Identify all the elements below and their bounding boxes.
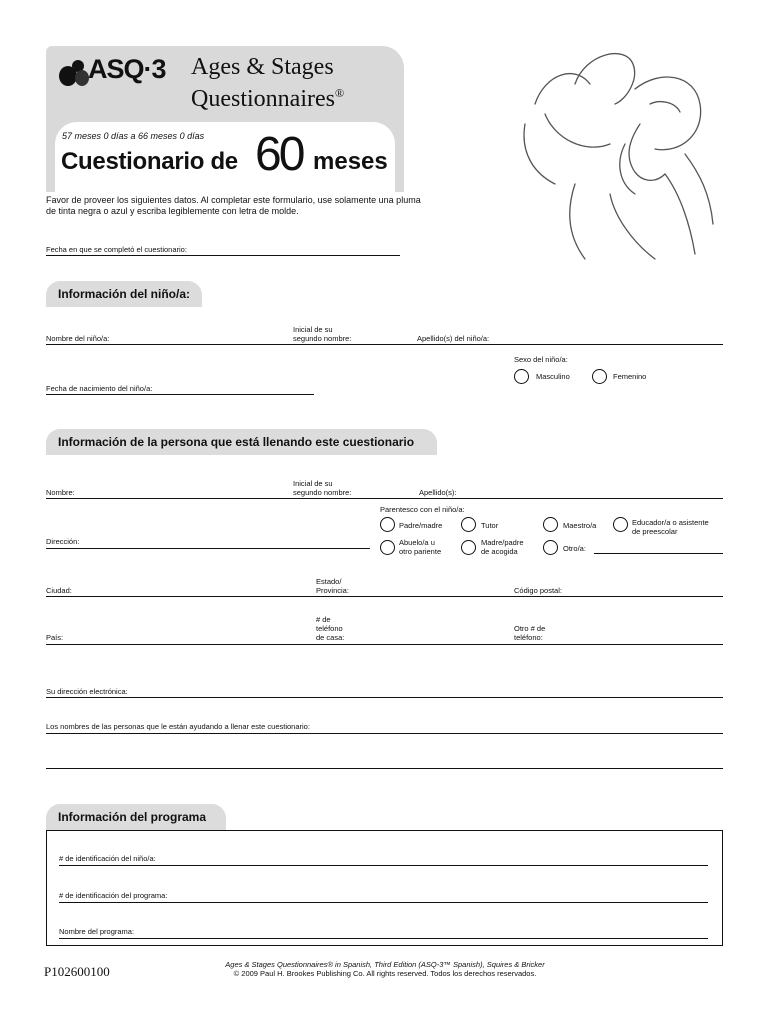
questionnaire-number: 60 [255, 128, 303, 181]
program-id-label: # de identificación del programa: [59, 891, 168, 900]
child-id-label: # de identificación del niño/a: [59, 854, 156, 863]
mother-child-illustration [515, 44, 725, 262]
relation-other-radio[interactable] [543, 540, 558, 555]
female-radio[interactable] [592, 369, 607, 384]
page-title [191, 54, 344, 112]
form-code: P102600100 [44, 964, 110, 979]
relation-educator-radio[interactable] [613, 517, 628, 532]
relation-grandparent-radio[interactable] [380, 540, 395, 555]
relation-foster-label: Madre/padre de acogida [481, 538, 524, 556]
age-range: 57 meses 0 días a 66 meses 0 días [62, 131, 205, 141]
questionnaire-label: Cuestionario de [61, 148, 238, 175]
child-name-field[interactable] [46, 344, 723, 345]
person-initial-label: Inicial de su segundo nombre: [293, 479, 352, 497]
program-id-field[interactable] [59, 902, 708, 903]
asq3-logo [56, 54, 184, 88]
title-line-1: Ages & Stages [191, 54, 334, 80]
person-name-label: Nombre: [46, 488, 75, 497]
title-line-2: Questionnaires [191, 86, 335, 112]
female-label: Femenino [613, 372, 647, 381]
program-name-label: Nombre del programa: [59, 927, 135, 936]
male-radio[interactable] [514, 369, 529, 384]
footer-line-2: © 2009 Paul H. Brookes Publishing Co. All rights reserved. Todos los derechos reservados. [233, 969, 537, 978]
sex-label: Sexo del niño/a: [514, 355, 568, 364]
relation-parent-label: Padre/madre [399, 521, 443, 530]
child-lastname-label: Apellido(s) del niño/a: [417, 334, 490, 343]
relation-tutor-label: Tutor [481, 521, 499, 530]
relation-tutor-radio[interactable] [461, 517, 476, 532]
relation-teacher-radio[interactable] [543, 517, 558, 532]
male-label: Masculino [536, 372, 570, 381]
relation-other-label: Otro/a: [563, 544, 586, 553]
date-field[interactable] [46, 255, 400, 256]
child-name-label: Nombre del niño/a: [46, 334, 110, 343]
footer-text [200, 960, 570, 978]
footer-line-1: Ages & Stages Questionnaires® in Spanish, Third Edition (ASQ-3™ Spanish), Squires & Bricker [225, 960, 545, 969]
instructions-text: Favor de proveer los siguientes datos. Al completar este formulario, use solamente una pluma de tinta negra o azul y escriba legiblemente con letra de molde. [46, 195, 421, 216]
country-label: País: [46, 633, 64, 642]
relation-label: Parentesco con el niño/a: [380, 505, 465, 514]
relation-teacher-label: Maestro/a [563, 521, 597, 530]
address-field[interactable] [46, 548, 370, 549]
relation-grandparent-label: Abuelo/a u otro pariente [399, 538, 442, 556]
program-name-field[interactable] [59, 938, 708, 939]
child-section-title: Información del niño/a: [46, 281, 202, 307]
child-id-field[interactable] [59, 865, 708, 866]
questionnaire-unit: meses [313, 148, 388, 175]
program-box [46, 830, 723, 946]
person-lastname-label: Apellido(s): [419, 488, 457, 497]
email-label: Su dirección electrónica: [46, 687, 128, 696]
zip-label: Código postal: [514, 586, 562, 595]
relation-parent-radio[interactable] [380, 517, 395, 532]
registered-mark: ® [334, 86, 345, 100]
date-label: Fecha en que se completó el cuestionario: [46, 245, 187, 254]
relation-educator-label: Educador/a o asistente de preescolar [632, 518, 709, 536]
other-phone-label: Otro # de teléfono: [514, 624, 546, 642]
helpers-field[interactable] [46, 733, 723, 734]
country-field[interactable] [46, 644, 723, 645]
relation-foster-radio[interactable] [461, 540, 476, 555]
person-name-field[interactable] [46, 498, 723, 499]
program-section-title: Información del programa [46, 804, 226, 830]
address-label: Dirección: [46, 537, 80, 546]
dob-field[interactable] [46, 394, 314, 395]
city-field[interactable] [46, 596, 723, 597]
email-field[interactable] [46, 697, 723, 698]
relation-other-field[interactable] [594, 553, 723, 554]
city-label: Ciudad: [46, 586, 72, 595]
person-section-title: Información de la persona que está llenando este cuestionario [46, 429, 437, 455]
helpers-field-2[interactable] [46, 768, 723, 769]
child-initial-label: Inicial de su segundo nombre: [293, 325, 352, 343]
state-label: Estado/ Provincia: [316, 577, 349, 595]
helpers-label: Los nombres de las personas que le están ayudando a llenar este cuestionario: [46, 722, 310, 731]
home-phone-label: # de teléfono de casa: [316, 615, 345, 642]
logo-text: ASQ·3 [88, 54, 166, 84]
dob-label: Fecha de nacimiento del niño/a: [46, 384, 153, 393]
